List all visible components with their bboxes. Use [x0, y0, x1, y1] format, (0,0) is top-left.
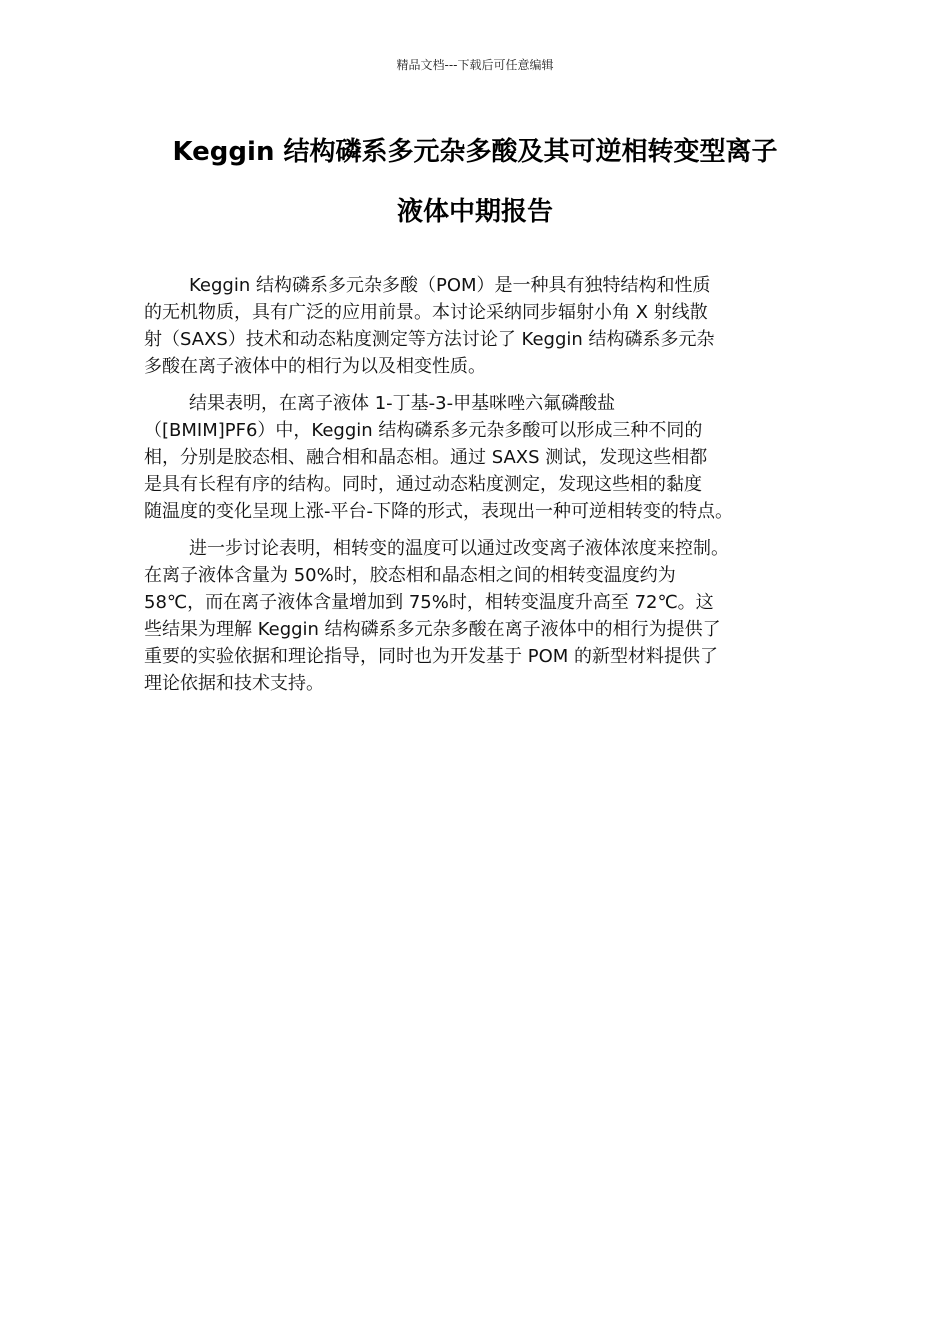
- paragraph-1: Keggin 结构磷系多元杂多酸（POM）是一种具有独特结构和性质 的无机物质，具有广泛的应用前景。本讨论采纳同步辐射小角 X 射线散 射（SAXS）技术和动态粘度测定等方法讨论了 Keggin 结构磷系多元杂 多酸在离子液体中的相行为以及相变性质。: [144, 275, 715, 377]
- page-header: 精品文档---下载后可任意编辑: [396, 58, 554, 72]
- document-title: [140, 134, 810, 230]
- title-line-1: Keggin 结构磷系多元杂多酸及其可逆相转变型离子: [172, 137, 778, 167]
- paragraph-3: 进一步讨论表明，相转变的温度可以通过改变离子液体浓度来控制。 在离子液体含量为 50%时，胶态相和晶态相之间的相转变温度约为 58℃，而在离子液体含量增加到 75%时，相转变温度升高至 72℃。这 些结果为理解 Keggin 结构磷系多元杂多酸在离子液体中的相行为提供了 重要的实验依据和理论指导，同时也为开发基于 POM 的新型材料提供了 理论依据和技术支持。: [144, 538, 729, 694]
- document-body: [144, 272, 810, 707]
- title-line-2: 液体中期报告: [396, 197, 553, 227]
- paragraph-2: 结果表明，在离子液体 1-丁基-3-甲基咪唑六氟磷酸盐 （[BMIM]PF6）中，Keggin 结构磷系多元杂多酸可以形成三种不同的 相，分别是胶态相、融合相和晶态相。通过 SAXS 测试，发现这些相都 是具有长程有序的结构。同时，通过动态粘度测定，发现这些相的黏度 随温度的变化呈现上涨-平台-下降的形式，表现出一种可逆相转变的特点。: [144, 393, 733, 522]
